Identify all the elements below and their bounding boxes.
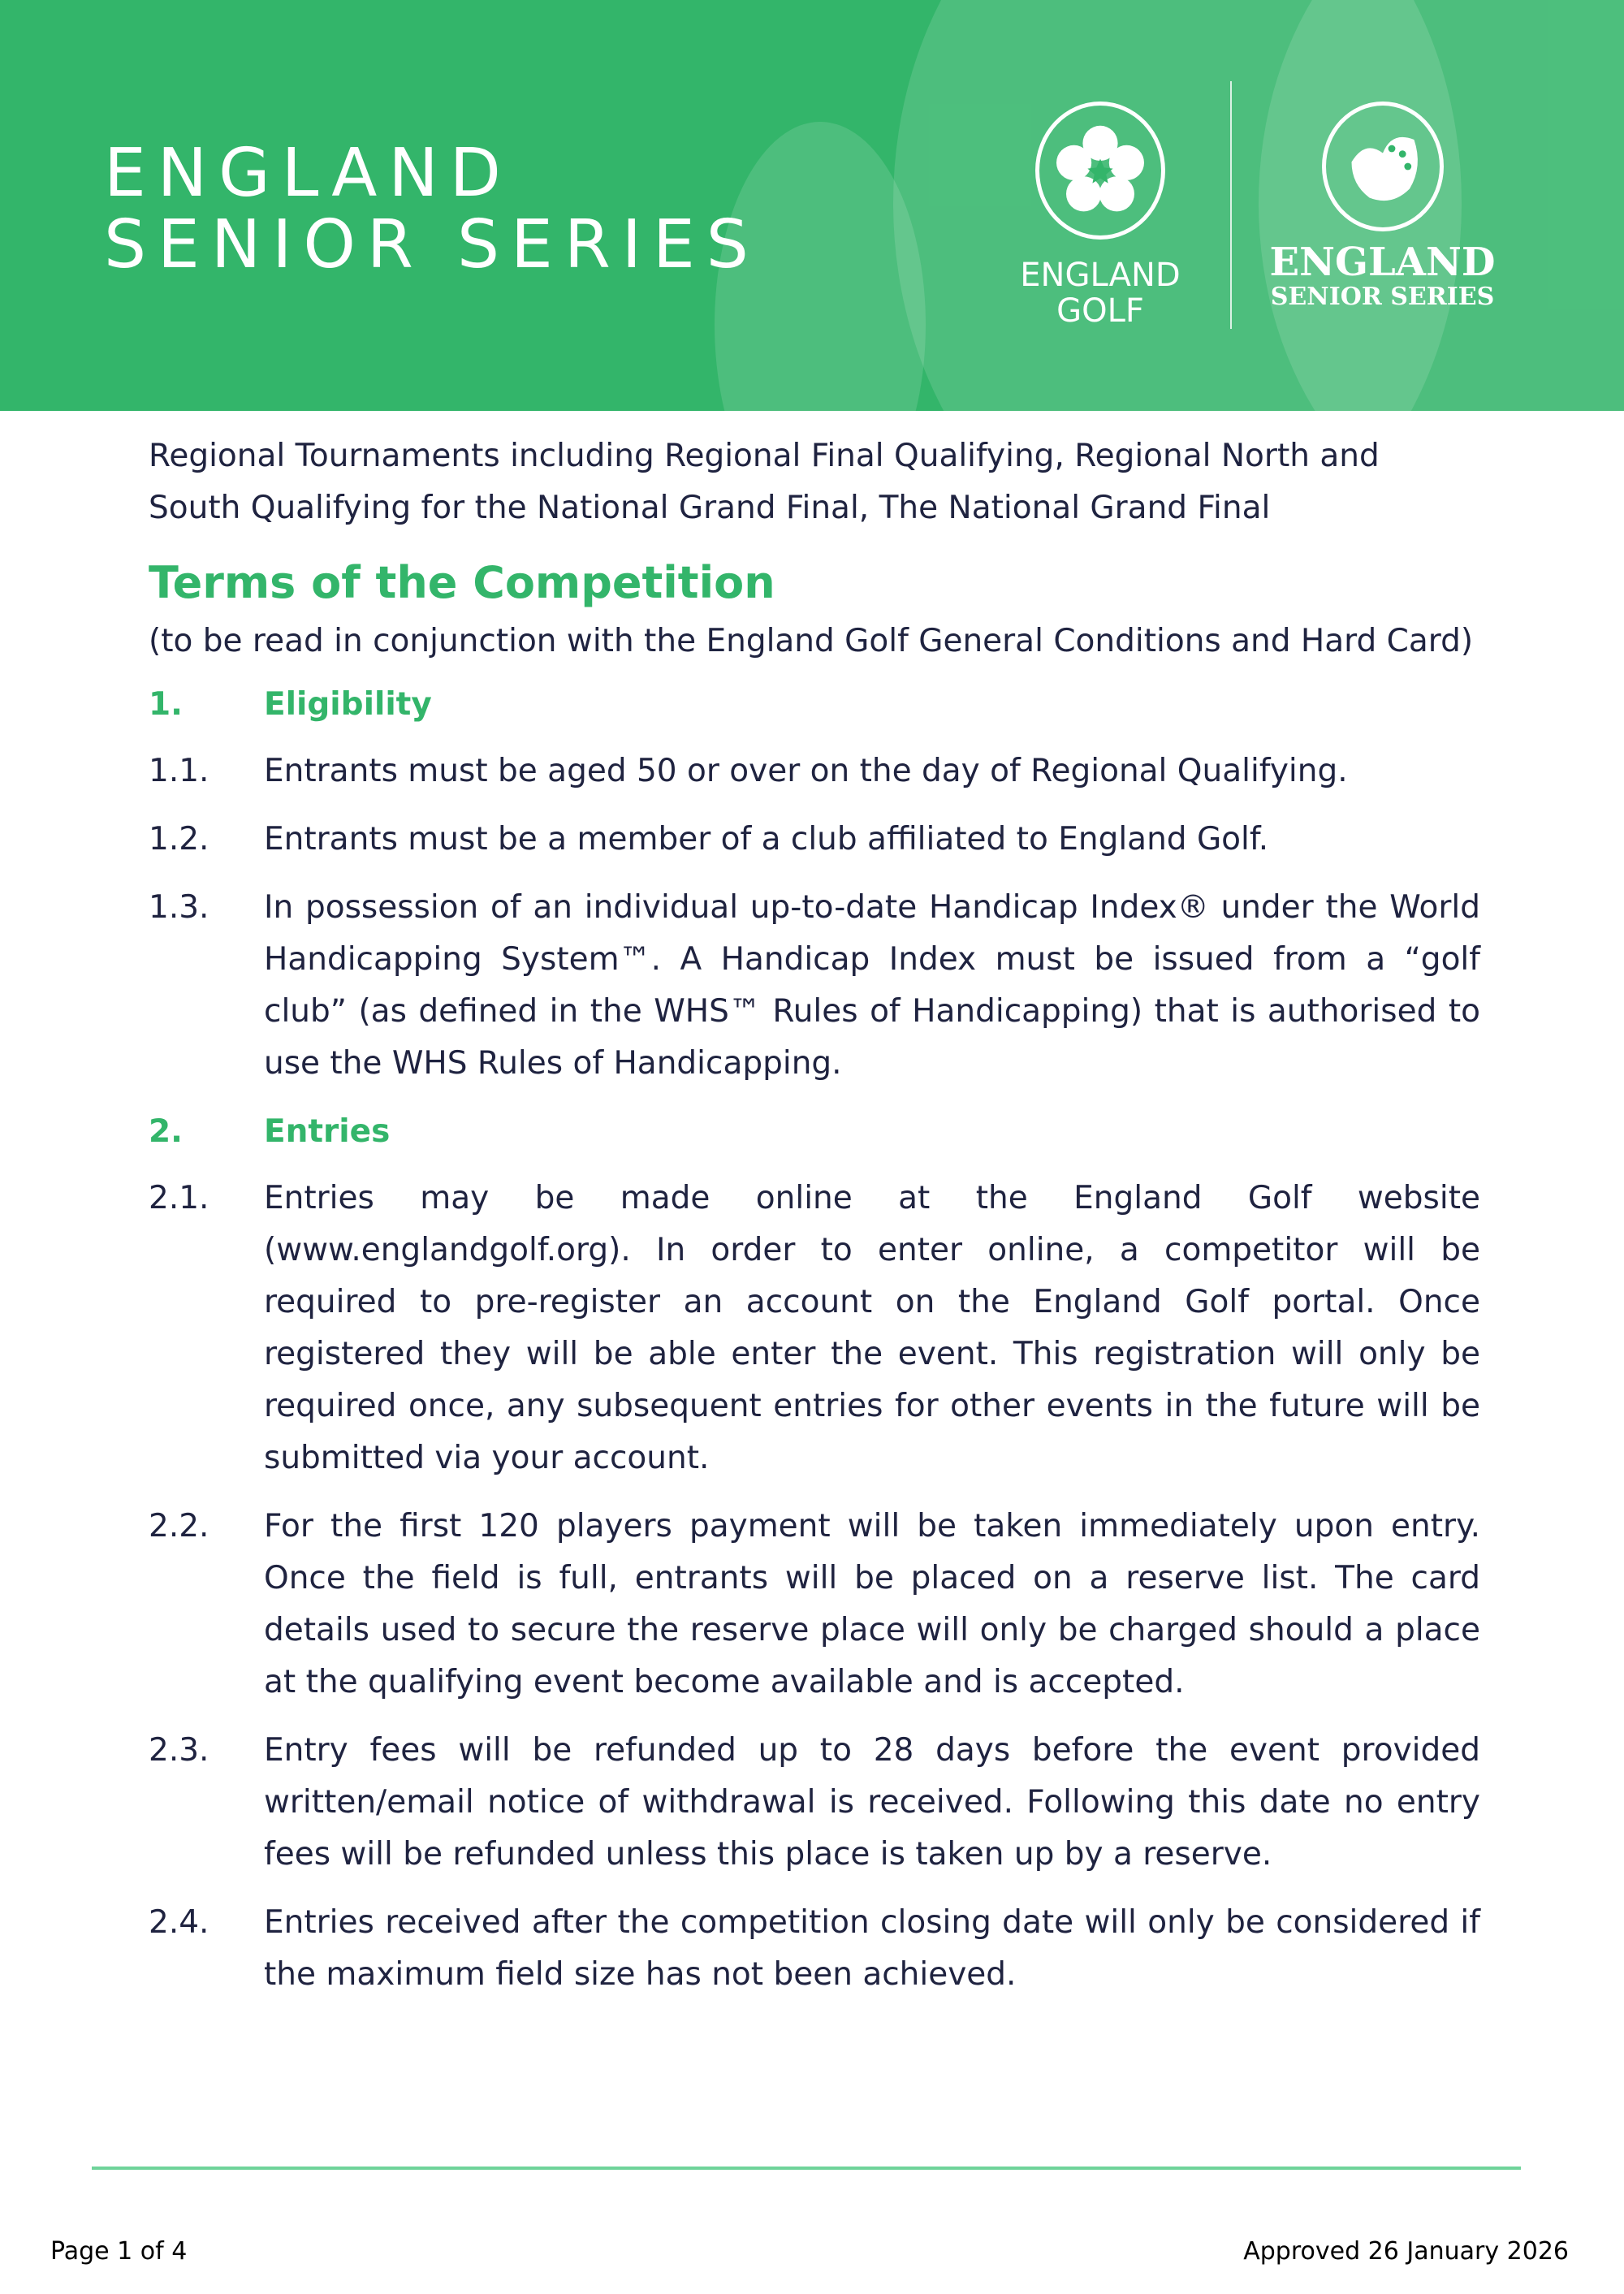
intro-text: Regional Tournaments including Regional Final Qualifying, Regional North and South Qualifying for the National Grand Final, The National Grand Final: [149, 438, 1380, 526]
clause-number: 1.2.: [149, 821, 209, 858]
clause-text: Entries received after the competition closing date will only be considered if the maximum field size has not been achieved.: [264, 1904, 1480, 1993]
section-title: Eligibility: [264, 686, 432, 723]
england-golf-logo: [1015, 102, 1186, 329]
clause-1-3: [149, 882, 1480, 1090]
clause-text: For the first 120 players payment will be taken immediately upon entry. Once the field is full, entrants will be placed on a reserve list. The card details used to secure the reserve place will only be charged should a place at the qualifying event become available and is accepted.: [264, 1508, 1480, 1700]
section-heading-entries: [149, 1106, 1480, 1158]
clause-2-4: [149, 1897, 1480, 2001]
clause-number: 1.1.: [149, 753, 209, 789]
logo2-line2: SENIOR SERIES: [1270, 283, 1495, 311]
page-heading: Terms of the Competition: [149, 557, 775, 608]
clause-2-2: [149, 1501, 1480, 1709]
clause-number: 2.4.: [149, 1904, 209, 1941]
logo-divider: [1230, 81, 1232, 329]
heading-note: (to be read in conjunction with the England Golf General Conditions and Hard Card): [149, 623, 1474, 659]
footer-divider: [92, 2167, 1521, 2170]
clause-2-3: [149, 1725, 1480, 1881]
golf-ball-leaf-icon: [1322, 102, 1444, 231]
banner-title-line2: SENIOR SERIES: [104, 206, 760, 283]
clause-number: 1.3.: [149, 889, 209, 926]
section-heading-eligibility: [149, 679, 1480, 731]
logo1-line1: ENGLAND: [1020, 257, 1181, 294]
approval-date: Approved 26 January 2026: [1243, 2237, 1569, 2266]
clause-number: 2.3.: [149, 1732, 209, 1769]
clause-number: 2.1.: [149, 1180, 209, 1216]
banner-title-line1: ENGLAND: [104, 135, 512, 212]
clause-text: Entrants must be a member of a club affiliated to England Golf.: [264, 821, 1269, 858]
clause-text: Entrants must be aged 50 or over on the day of Regional Qualifying.: [264, 753, 1348, 789]
page-number: Page 1 of 4: [50, 2237, 188, 2266]
logo2-line1: ENGLAND: [1269, 240, 1496, 285]
clause-1-2: [149, 814, 1480, 866]
clause-number: 2.2.: [149, 1508, 209, 1544]
banner-title: [104, 135, 760, 283]
clause-2-1: [149, 1173, 1480, 1484]
rose-emblem-icon: [1035, 102, 1165, 240]
page-header-banner: [0, 0, 1624, 411]
clause-text: Entries may be made online at the England Golf website (www.englandgolf.org). In order to enter online, a competitor will be required to pre-register an account on the England Golf portal. Once registered they will be able enter the event. This registration will only be required once, any subsequent entries for other events in the future will be submitted via your account.: [264, 1180, 1480, 1476]
document-body: [149, 430, 1480, 2017]
logo1-line2: GOLF: [1056, 292, 1144, 330]
section-number: 2.: [149, 1113, 183, 1150]
section-title: Entries: [264, 1113, 391, 1150]
clause-text: Entry fees will be refunded up to 28 days before the event provided written/email notice of withdrawal is received. Following this date no entry fees will be refunded unless this place is taken up by a reserve.: [264, 1732, 1480, 1873]
section-number: 1.: [149, 686, 183, 723]
clause-1-1: [149, 745, 1480, 797]
england-senior-series-logo: [1267, 102, 1498, 311]
clause-text: In possession of an individual up-to-date Handicap Index® under the World Handicapping System™. A Handicap Index must be issued from a “golf club” (as defined in the WHS™ Rules of Handicapping) that is authorised to use the WHS Rules of Handicapping.: [264, 889, 1480, 1082]
